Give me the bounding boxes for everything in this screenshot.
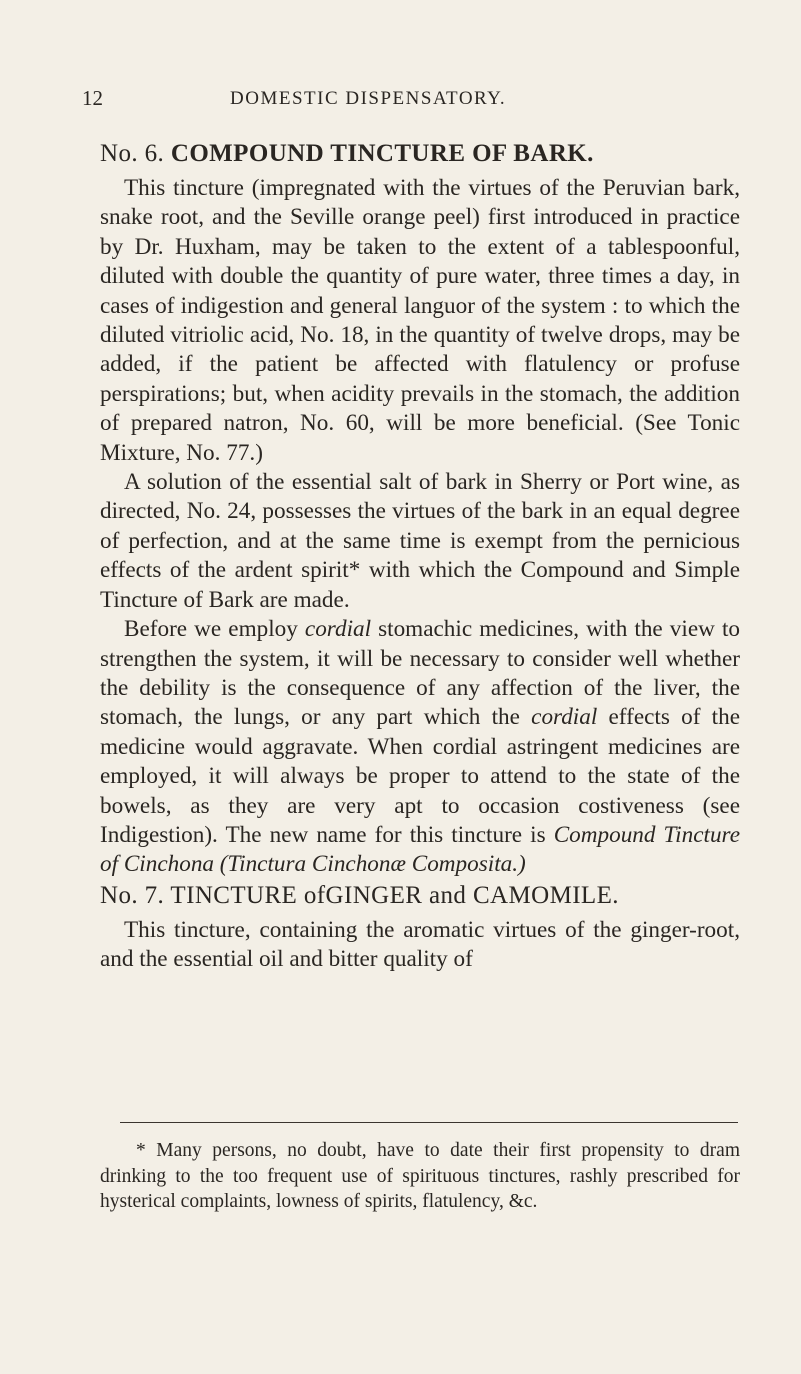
footnote-rule bbox=[120, 1122, 738, 1123]
section-heading-7 bbox=[100, 880, 740, 912]
paragraph: This tincture (impregnated with the virtues of the Peruvian bark, snake root, and the Seville orange peel) first introduced in practice by Dr. Huxham, may be taken to the extent of a tablespoonful, diluted with double the quantity of pure water, three times a day, in cases of indigestion and general languor of the system : to which the diluted vitriolic acid, No. 18, in the quantity of twelve drops, may be added, if the patient be affected with flatulency or profuse perspirations; but, when acidity prevails in the stomach, the addition of prepared natron, No. 60, will be more beneficial. (See Tonic Mixture, No. 77.) bbox=[100, 175, 740, 466]
paragraph bbox=[100, 615, 740, 880]
section-heading-6 bbox=[100, 138, 740, 170]
section-title-part: CAMOMILE. bbox=[472, 881, 619, 909]
running-head bbox=[82, 86, 722, 116]
footnote bbox=[100, 1138, 740, 1215]
italic-term: cordial bbox=[531, 704, 598, 731]
running-title: DOMESTIC DISPENSATORY. bbox=[230, 88, 507, 109]
text-run: stomachic medicines, with the view to strengthen the system, it will be necessary to consider well whether the debility is the consequence of any affection of the liver, the stomach, the lungs, or any part which the bbox=[100, 616, 740, 731]
section-title-part: of bbox=[303, 881, 326, 909]
section-number: No. 6. bbox=[100, 140, 165, 167]
section-title-part: TINCTURE bbox=[170, 881, 298, 909]
section-number: No. 7. bbox=[100, 881, 165, 909]
paragraph: This tincture, containing the aromatic virtues of the ginger-root, and the essential oil and bitter quality of bbox=[100, 916, 740, 973]
footnote-text: * Many persons, no doubt, have to date their first propensity to dram drinking to the too frequent use of spirituous tinctures, rashly prescribed for hysterical complaints, lowness of spirits, flatulency, &c. bbox=[100, 1140, 740, 1212]
italic-term: cordial bbox=[304, 616, 372, 643]
page-number: 12 bbox=[82, 86, 103, 110]
section-title-part: GINGER bbox=[325, 881, 423, 909]
section-title: COMPOUND TINCTURE OF BARK. bbox=[170, 140, 594, 167]
page-content bbox=[100, 138, 740, 975]
section-title-part: and bbox=[429, 881, 467, 909]
paragraph: A solution of the essential salt of bark in Sherry or Port wine, as directed, No. 24, possesses the virtues of the bark in an equal degree of perfection, and at the same time is exempt from the pernicious effects of the ardent spirit* with which the Compound and Simple Tincture of Bark are made. bbox=[100, 469, 740, 613]
italic-term: Compound Tincture of Cinchona (Tinctura Cinchonæ Composita.) bbox=[100, 821, 740, 878]
text-run: effects of the medicine would aggravate. When cordial astringent medicines are employed, it will always be proper to attend to the state of the bowels, as they are very apt to occasion costiveness (see Indigestion). The new name for this tincture is bbox=[100, 704, 740, 848]
text-run: Before we employ bbox=[124, 616, 305, 643]
